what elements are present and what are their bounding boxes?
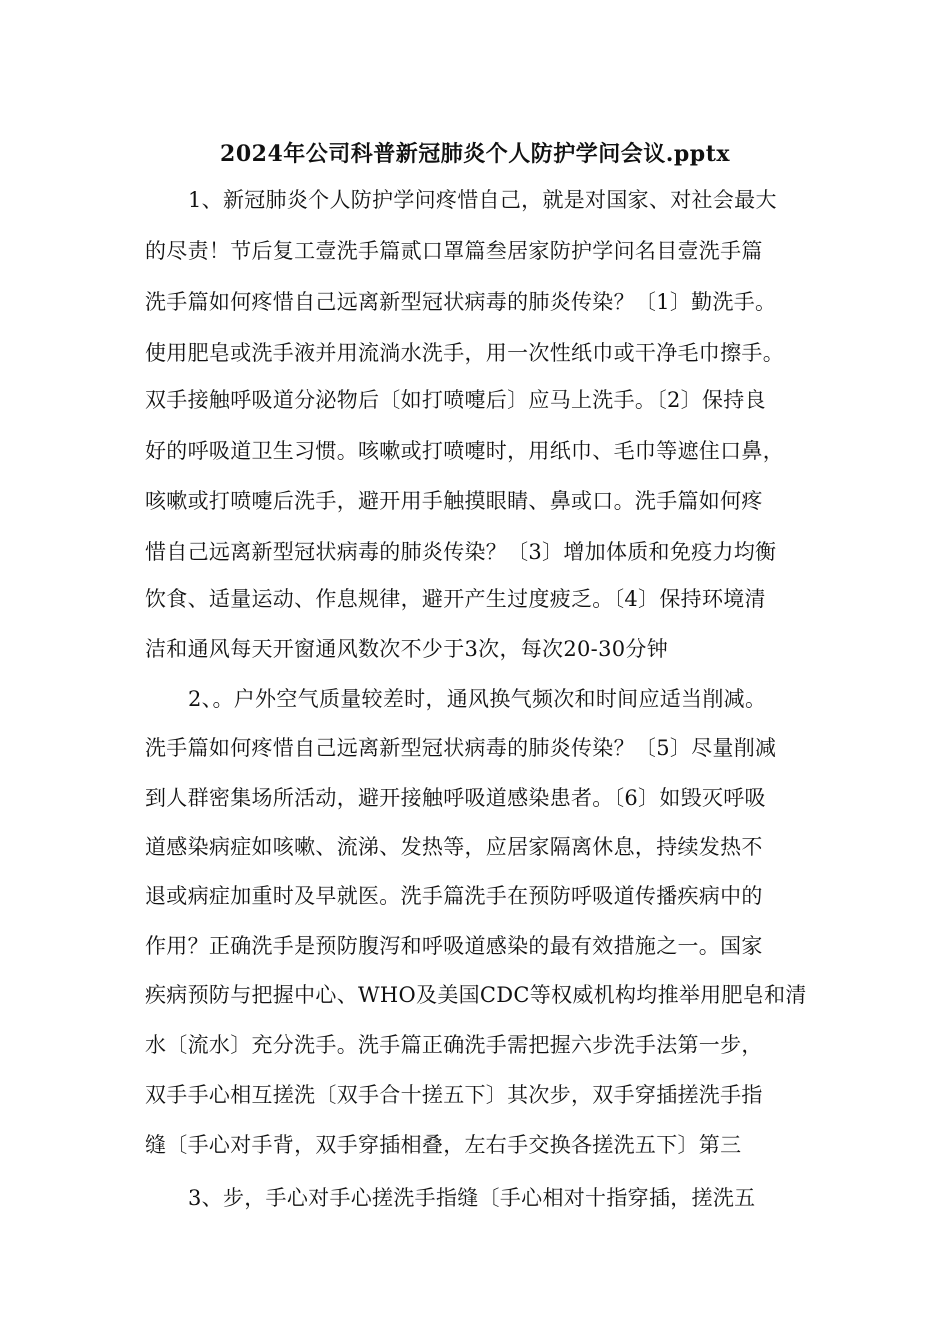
paragraph-1-line: 洁和通风每天开窗通风数次不少于3次，每次20-30分钟 xyxy=(145,637,668,661)
paragraph-2-line: 缝〔手心对手背，双手穿插相叠，左右手交换各搓洗五下〕第三 xyxy=(145,1133,742,1157)
paragraph-1-line: 使用肥皂或洗手液并用流淌水洗手，用一次性纸巾或干净毛巾擦手。 xyxy=(145,341,784,365)
paragraph-1-line: 好的呼吸道卫生习惯。咳嗽或打喷嚏时，用纸巾、毛巾等遮住口鼻， xyxy=(145,439,784,463)
paragraph-2-line: 2、。户外空气质量较差时，通风换气频次和时间应适当削减。 xyxy=(188,687,767,711)
paragraph-1-line: 的尽责！节后复工壹洗手篇贰口罩篇叁居家防护学问名目壹洗手篇 xyxy=(145,239,763,263)
paragraph-1-line: 惜自己远离新型冠状病毒的肺炎传染？〔3〕增加体质和免疫力均衡 xyxy=(145,540,777,564)
paragraph-2-line: 洗手篇如何疼惜自己远离新型冠状病毒的肺炎传染？〔5〕尽量削减 xyxy=(145,736,777,760)
paragraph-2-line: 疾病预防与把握中心、WHO及美国CDC等权威机构均推举用肥皂和清 xyxy=(145,983,807,1007)
paragraph-3-line: 3、步，手心对手心搓洗手指缝〔手心相对十指穿插，搓洗五 xyxy=(188,1186,756,1210)
paragraph-1-line: 1、新冠肺炎个人防护学问疼惜自己，就是对国家、对社会最大 xyxy=(188,188,777,212)
paragraph-2-line: 作用？正确洗手是预防腹泻和呼吸道感染的最有效措施之一。国家 xyxy=(145,934,763,958)
document-title: 2024年公司科普新冠肺炎个人防护学问会议.pptx xyxy=(220,141,730,167)
paragraph-1-line: 咳嗽或打喷嚏后洗手，避开用手触摸眼睛、鼻或口。洗手篇如何疼 xyxy=(145,489,763,513)
paragraph-1-line: 双手接触呼吸道分泌物后〔如打喷嚏后〕应马上洗手。〔2〕保持良 xyxy=(145,388,766,412)
paragraph-2-line: 双手手心相互搓洗〔双手合十搓五下〕其次步，双手穿插搓洗手指 xyxy=(145,1083,763,1107)
paragraph-2-line: 水〔流水〕充分洗手。洗手篇正确洗手需把握六步洗手法第一步， xyxy=(145,1033,763,1057)
paragraph-1-line: 饮食、适量运动、作息规律，避开产生过度疲乏。〔4〕保持环境清 xyxy=(145,587,766,611)
paragraph-2-line: 道感染病症如咳嗽、流涕、发热等，应居家隔离休息，持续发热不 xyxy=(145,835,763,859)
paragraph-1-line: 洗手篇如何疼惜自己远离新型冠状病毒的肺炎传染？〔1〕勤洗手。 xyxy=(145,290,777,314)
paragraph-2-line: 到人群密集场所活动，避开接触呼吸道感染患者。〔6〕如毁灭呼吸 xyxy=(145,786,766,810)
paragraph-2-line: 退或病症加重时及早就医。洗手篇洗手在预防呼吸道传播疾病中的 xyxy=(145,884,763,908)
